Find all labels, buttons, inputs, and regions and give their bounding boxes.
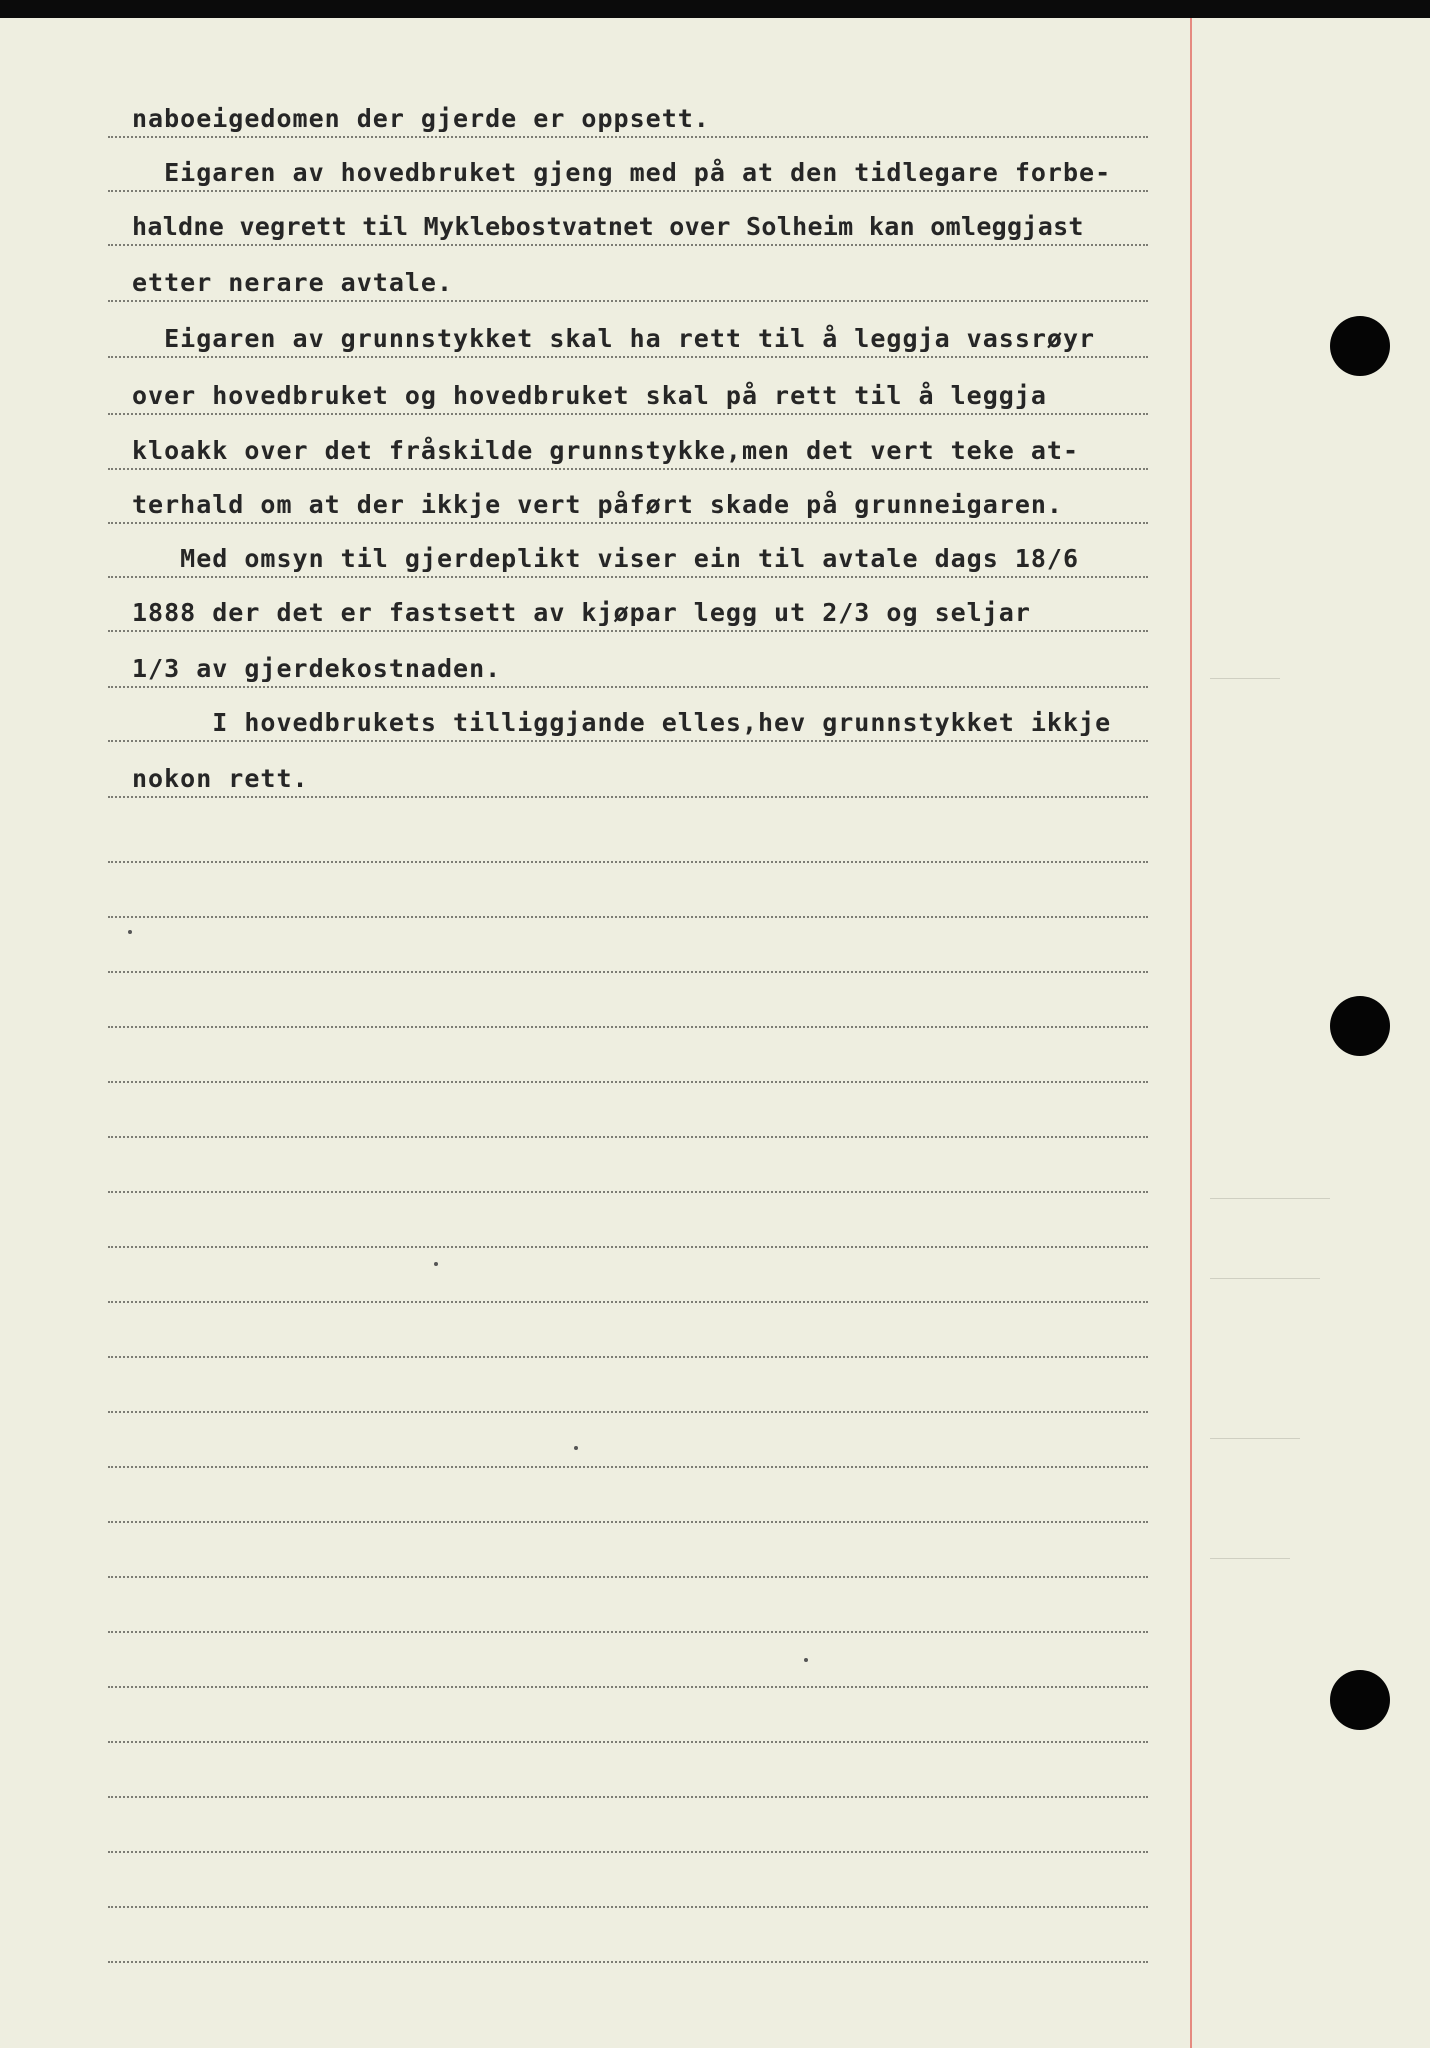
punch-hole (1330, 996, 1390, 1056)
bleed-through-mark (1210, 1278, 1320, 1279)
ruled-line (108, 1136, 1148, 1138)
ruled-line (108, 468, 1148, 470)
bleed-through-mark (1210, 1438, 1300, 1439)
text-line: 1/3 av gjerdekostnaden. (132, 654, 502, 683)
ruled-line (108, 522, 1148, 524)
ruled-line (108, 916, 1148, 918)
ruled-line (108, 861, 1148, 863)
document-page (0, 18, 1430, 2048)
ruled-line (108, 1906, 1148, 1908)
ruled-line (108, 413, 1148, 415)
ruled-line (108, 1246, 1148, 1248)
ruled-line (108, 576, 1148, 578)
text-line: I hovedbrukets tilliggjande elles,hev grunnstykket ikkje (132, 708, 1112, 737)
ruled-line (108, 971, 1148, 973)
ruled-line (108, 1741, 1148, 1743)
ruled-line (108, 1026, 1148, 1028)
stray-dot (804, 1658, 808, 1662)
ruled-line (108, 136, 1148, 138)
ruled-line (108, 1466, 1148, 1468)
ruled-line (108, 300, 1148, 302)
punch-hole (1330, 1670, 1390, 1730)
text-line: Med omsyn til gjerdeplikt viser ein til avtale dags 18/6 (132, 544, 1080, 573)
ruled-line (108, 244, 1148, 246)
stray-dot (434, 1262, 438, 1266)
ruled-line (108, 1851, 1148, 1853)
text-line: 1888 der det er fastsett av kjøpar legg ut 2/3 og seljar (132, 598, 1031, 627)
ruled-line (108, 1356, 1148, 1358)
punch-hole (1330, 316, 1390, 376)
text-line: naboeigedomen der gjerde er oppsett. (132, 104, 710, 133)
stray-dot (574, 1446, 578, 1450)
ruled-line (108, 1301, 1148, 1303)
text-line: Eigaren av hovedbruket gjeng med på at den tidlegare forbe- (132, 158, 1112, 187)
text-line: etter nerare avtale. (132, 268, 454, 297)
ruled-line (108, 1521, 1148, 1523)
ruled-line (108, 686, 1148, 688)
ruled-line (108, 1961, 1148, 1963)
ruled-line (108, 1081, 1148, 1083)
ruled-line (108, 1796, 1148, 1798)
ruled-line (108, 796, 1148, 798)
text-line: kloakk over det fråskilde grunnstykke,men det vert teke at- (132, 436, 1080, 465)
ruled-lines (0, 18, 1430, 2048)
bleed-through-mark (1210, 678, 1280, 679)
ruled-line (108, 1191, 1148, 1193)
ruled-line (108, 356, 1148, 358)
stray-dot (128, 930, 132, 934)
ruled-line (108, 190, 1148, 192)
ruled-line (108, 1686, 1148, 1688)
bleed-through-mark (1210, 1558, 1290, 1559)
text-line: terhald om at der ikkje vert påført skade på grunneigaren. (132, 490, 1063, 519)
ruled-line (108, 630, 1148, 632)
text-line: haldne vegrett til Myklebostvatnet over Solheim kan omleggjast (132, 212, 1084, 241)
ruled-line (108, 1411, 1148, 1413)
ruled-line (108, 1631, 1148, 1633)
text-line: Eigaren av grunnstykket skal ha rett til å leggja vassrøyr (132, 324, 1096, 353)
ruled-line (108, 1576, 1148, 1578)
text-line: nokon rett. (132, 764, 309, 793)
bleed-through-mark (1210, 1198, 1330, 1199)
text-line: over hovedbruket og hovedbruket skal på rett til å leggja (132, 381, 1047, 410)
ruled-line (108, 740, 1148, 742)
